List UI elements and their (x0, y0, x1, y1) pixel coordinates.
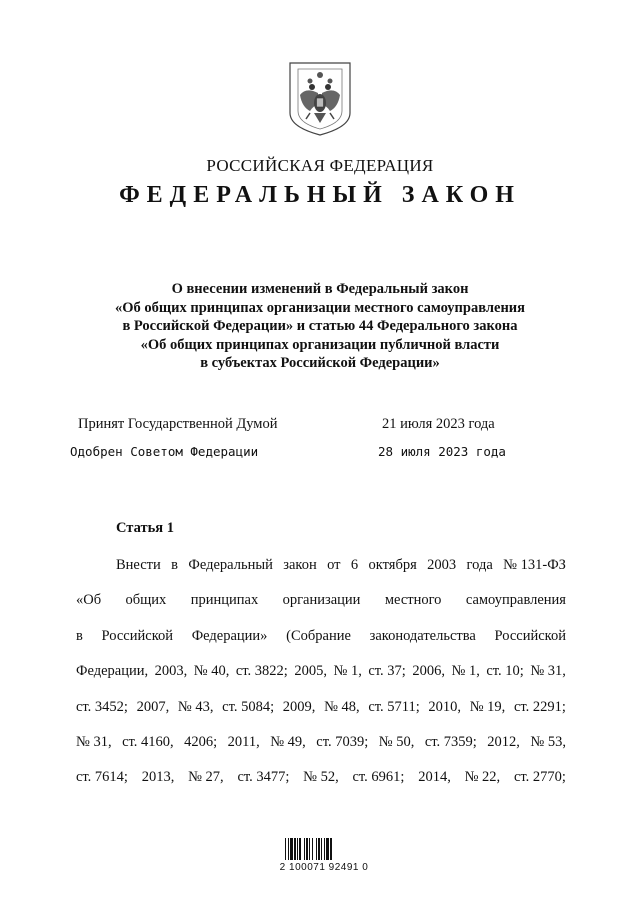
body-word: ст. 2291; (513, 698, 566, 715)
body-word: года (466, 557, 493, 573)
body-word: ст. 37; (368, 663, 406, 680)
adopted-label: Принят Государственной Думой (78, 416, 278, 432)
barcode-bar (294, 838, 296, 860)
body-word: 2009, (282, 698, 316, 715)
body-word: организации (282, 592, 361, 609)
body-word: 2006, (412, 663, 445, 680)
body-word: 2012, (487, 733, 520, 750)
body-word: № 52, (303, 769, 339, 786)
barcode-bar (312, 838, 313, 860)
body-word: принципах (190, 592, 259, 609)
body-word: Федерации, (76, 663, 149, 680)
barcode-bar (316, 838, 317, 860)
barcode-bar (326, 838, 329, 860)
barcode-number: 2 100071 92491 0 (279, 862, 369, 873)
body-line (76, 690, 566, 725)
law-title (60, 280, 580, 373)
title-line: «Об общих принципах организации местного самоуправления (115, 299, 525, 316)
body-word: закон (283, 557, 317, 573)
body-word: общих (125, 592, 167, 609)
barcode-bar (330, 838, 332, 860)
body-word: Внести (116, 557, 161, 573)
body-line (76, 583, 566, 618)
body-word: 2003 (427, 557, 457, 573)
body-word: № 53, (530, 733, 566, 750)
body-word: 2010, (428, 698, 462, 715)
body-word: 2013, (141, 769, 175, 786)
body-word: 2007, (136, 698, 170, 715)
article-heading: Статья 1 (116, 520, 174, 536)
barcode-bar (306, 838, 308, 860)
body-word: ст. 2770; (513, 769, 566, 786)
barcode-bar (285, 838, 286, 860)
body-word: 2003, (154, 663, 188, 680)
title-line: «Об общих принципах организации публичной власти (140, 336, 500, 353)
approved-label: Одобрен Советом Федерации (70, 444, 259, 459)
body-word: ст. 4160, (122, 733, 174, 750)
body-word: Федеральный (188, 557, 273, 573)
body-word: 2014, (418, 769, 451, 786)
barcode-bar (299, 838, 301, 860)
body-word: 6 (350, 557, 359, 573)
article-body (76, 548, 566, 796)
body-word: ст. 3452; (76, 698, 128, 715)
title-line: О внесении изменений в Федеральный закон (171, 281, 469, 297)
body-line (76, 654, 566, 689)
body-word: № 22, (464, 769, 501, 786)
body-word: октября (368, 557, 417, 573)
body-word: 4206; (184, 733, 218, 750)
body-word: № 131-ФЗ (503, 557, 566, 573)
body-word: ст. 10; (486, 663, 524, 680)
barcode-bar (318, 838, 320, 860)
body-word: № 1, (333, 663, 362, 680)
body-word: Российской (101, 627, 174, 644)
body-line (76, 619, 566, 654)
barcode-bar (290, 838, 293, 860)
body-word: Российской (494, 627, 566, 644)
body-word: ст. 7614; (76, 769, 128, 786)
body-word: в (171, 557, 179, 573)
body-word: Федерации» (191, 627, 268, 644)
barcode-bar (297, 838, 298, 860)
document-type: ФЕДЕРАЛЬНЫЙ ЗАКОН (119, 182, 521, 208)
body-word: № 27, (188, 769, 224, 786)
body-line (76, 725, 566, 760)
body-word: 2011, (227, 733, 260, 750)
barcode-bar (309, 838, 310, 860)
body-word: № 48, (324, 698, 360, 715)
body-word: самоуправления (465, 592, 566, 609)
body-word: законодательства (369, 627, 476, 644)
body-word: № 40, (193, 663, 230, 680)
country-name: РОССИЙСКАЯ ФЕДЕРАЦИЯ (206, 156, 434, 175)
body-word: местного (384, 592, 442, 609)
body-word: (Собрание (286, 627, 351, 644)
body-word: № 50, (378, 733, 415, 750)
approved-date: 28 июля 2023 года (378, 444, 506, 459)
body-line (76, 548, 566, 583)
body-word: ст. 5084; (222, 698, 275, 715)
body-word: ст. 3477; (237, 769, 290, 786)
body-word: ст. 7359; (424, 733, 477, 750)
title-line: в субъектах Российской Федерации» (200, 355, 440, 371)
body-word: № 49, (270, 733, 306, 750)
body-word: ст. 6961; (352, 769, 405, 786)
barcode-bar (321, 838, 322, 860)
body-word: «Об (76, 592, 102, 609)
coat-of-arms-emblem (288, 61, 352, 137)
barcode-bar (324, 838, 325, 860)
title-line: в Российской Федерации» и статью 44 Федерального закона (122, 318, 518, 334)
body-word: № 43, (177, 698, 214, 715)
body-word: ст. 7039; (316, 733, 369, 750)
barcode-bar (288, 838, 289, 860)
body-word: № 19, (469, 698, 506, 715)
body-word: в (76, 627, 83, 644)
body-word: ст. 3822; (235, 663, 288, 680)
body-word: № 31, (530, 663, 566, 680)
body-word: от (327, 557, 341, 573)
body-line (76, 760, 566, 795)
barcode-bar (304, 838, 305, 860)
adopted-date: 21 июля 2023 года (382, 416, 495, 432)
body-word: № 31, (76, 733, 112, 750)
body-word: ст. 5711; (368, 698, 420, 715)
body-word: 2005, (294, 663, 327, 680)
body-word: № 1, (451, 663, 480, 680)
